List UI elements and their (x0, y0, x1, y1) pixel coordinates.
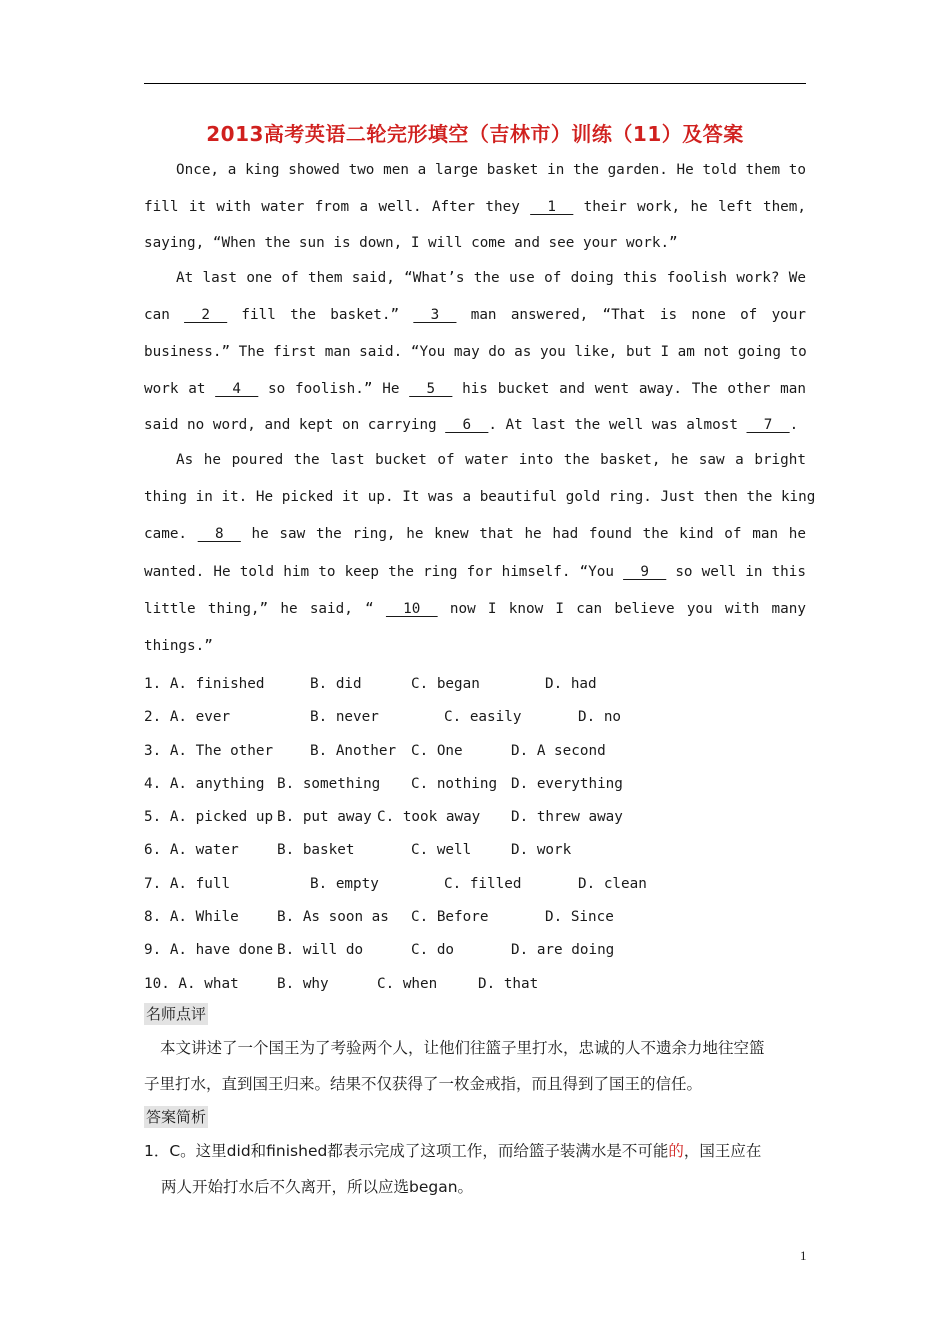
passage-line: little thing,” he said, “ __10__ now I know I can believe you with many (144, 591, 806, 628)
passage-line: things.” (144, 638, 213, 655)
option-d: D. had (545, 676, 597, 692)
option-b: B. Another (310, 742, 397, 759)
blank-8: __8__ (197, 526, 241, 543)
passage-line: As he poured the last bucket of water into the basket, he saw a bright (176, 451, 806, 468)
option-b: B. never (310, 709, 379, 726)
option-c: C. filled (444, 875, 522, 892)
option-a: 8. A. While (144, 909, 239, 926)
passage-line: business.” The first man said. “You may do as you like, but I am not going to (144, 344, 807, 361)
header-rule (144, 83, 806, 84)
passage-line: work at __4__ so foolish.” He __5__ his bucket and went away. The other man (144, 371, 806, 408)
option-d: D. clean (578, 875, 647, 892)
option-c: C. began (411, 676, 480, 692)
option-c: C. nothing (411, 775, 498, 792)
commentary-line: 子里打水，直到国王归来。结果不仅获得了一枚金戒指，而且得到了国王的信任。 (144, 1075, 703, 1093)
option-c: C. do (411, 942, 455, 959)
option-a: 2. A. ever (144, 709, 231, 726)
option-b: B. basket (277, 842, 355, 859)
blank-7: __7__ (746, 416, 790, 433)
option-b: B. As soon as (277, 909, 389, 926)
option-b: B. put away (277, 809, 372, 826)
option-a: 7. A. full (144, 875, 231, 892)
option-d: D. threw away (511, 809, 623, 826)
option-b: B. empty (310, 875, 379, 892)
passage-line: said no word, and kept on carrying __6__. At last the well was almost __7__. (144, 409, 806, 442)
page-title: 2013高考英语二轮完形填空（吉林市）训练（11）及答案 (206, 122, 744, 146)
passage-line: can __2__ fill the basket.” __3__ man answered, “That is none of your (144, 297, 806, 334)
answer-line: 两人开始打水后不久离开，所以应选began。 (161, 1178, 474, 1196)
commentary-body (144, 1030, 810, 1102)
option-b: B. will do (277, 942, 364, 959)
blank-6: __6__ (445, 416, 489, 433)
passage-line: Once, a king showed two men a large basket in the garden. He told them to (176, 162, 806, 178)
blank-3: __3__ (413, 306, 457, 323)
option-d: D. Since (545, 909, 614, 926)
answers-body (144, 1133, 806, 1205)
option-b: B. did (310, 676, 362, 692)
commentary-heading: 名师点评 (146, 1005, 207, 1023)
option-c: C. One (411, 742, 463, 759)
passage-line: At last one of them said, “What’s the use of doing this foolish work? We (176, 269, 806, 286)
option-d: D. work (511, 842, 572, 859)
option-d: D. A second (511, 742, 606, 759)
option-d: D. are doing (511, 942, 615, 959)
blank-10: __10__ (385, 600, 438, 617)
blank-2: __2__ (184, 306, 228, 323)
passage-line: thing in it. He picked it up. It was a beautiful gold ring. Just then the king (144, 489, 816, 506)
option-a: 10. A. what (144, 975, 239, 992)
option-c: C. easily (444, 709, 522, 726)
passage-line: saying, “When the sun is down, I will come and see your work.” (144, 234, 678, 251)
option-a: 4. A. anything (144, 775, 265, 792)
option-c: C. Before (411, 909, 489, 926)
answers-heading: 答案简析 (146, 1108, 207, 1126)
option-d: D. that (478, 975, 539, 992)
cloze-passage (144, 152, 816, 666)
blank-1: __1__ (530, 199, 574, 216)
option-b: B. why (277, 975, 329, 992)
option-a: 5. A. picked up (144, 809, 274, 826)
option-c: C. well (411, 842, 472, 859)
answer-line: 1．C。这里did和finished都表示完成了这项工作，而给篮子装满水是不可能的，国王应在 (144, 1142, 762, 1160)
option-a: 9. A. have done (144, 942, 274, 959)
option-d: D. everything (511, 775, 623, 792)
option-a: 6. A. water (144, 842, 239, 859)
page-number: 1 (800, 1248, 807, 1263)
option-a: 1. A. finished (144, 676, 265, 692)
option-c: C. took away (377, 809, 481, 826)
option-a: 3. A. The other (144, 742, 274, 759)
blank-4: __4__ (215, 381, 259, 398)
option-c: C. when (377, 975, 438, 992)
blank-9: __9__ (623, 563, 667, 580)
blank-5: __5__ (409, 381, 453, 398)
passage-line: came. __8__ he saw the ring, he knew that he had found the kind of man he (144, 516, 806, 553)
passage-line: fill it with water from a well. After they __1__ their work, he left them, (144, 189, 806, 226)
option-d: D. no (578, 709, 622, 726)
option-b: B. something (277, 775, 381, 792)
passage-line: wanted. He told him to keep the ring for himself. “You __9__ so well in this (144, 554, 806, 591)
commentary-line: 本文讲述了一个国王为了考验两个人，让他们往篮子里打水，忠诚的人不遗余力地往空篮 (160, 1039, 765, 1057)
